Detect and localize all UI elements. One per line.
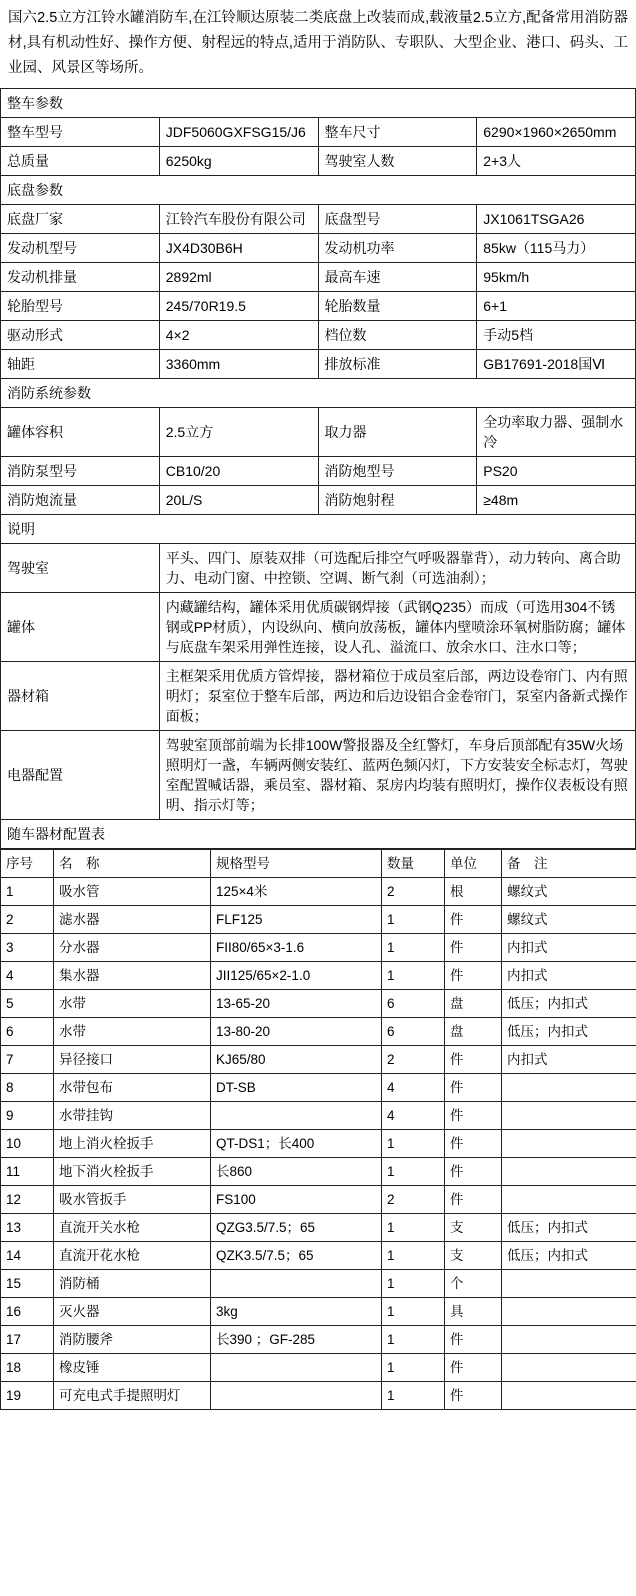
cell-remark: 螺纹式 (502, 906, 636, 934)
param-label: 消防炮射程 (318, 486, 477, 515)
cell-name: 吸水管扳手 (54, 1186, 211, 1214)
cell-model: 长860 (211, 1158, 382, 1186)
param-value: 6250kg (159, 147, 318, 176)
desc-text: 主框架采用优质方管焊接，器材箱位于成员室后部，两边设卷帘门、内有照明灯；泵室位于整车后部，两边和后边设铝合金卷帘门，泵室内备新式操作面板； (159, 662, 635, 731)
cell-index: 14 (1, 1242, 54, 1270)
param-label: 驱动形式 (1, 321, 160, 350)
table-row (1, 662, 636, 731)
table-row (1, 205, 636, 234)
cell-name: 水带 (54, 1018, 211, 1046)
table-row (1, 118, 636, 147)
param-value: 3360mm (159, 350, 318, 379)
cell-name: 灭火器 (54, 1298, 211, 1326)
table-row (1, 1018, 636, 1046)
param-value: 手动5档 (477, 321, 636, 350)
cell-unit: 件 (445, 1158, 502, 1186)
cell-model: QZK3.5/7.5；65 (211, 1242, 382, 1270)
cell-model: QT-DS1；长400 (211, 1130, 382, 1158)
cell-index: 15 (1, 1270, 54, 1298)
table-row (1, 1354, 636, 1382)
table-row (1, 1382, 636, 1410)
param-label: 取力器 (318, 408, 477, 457)
param-label: 总质量 (1, 147, 160, 176)
table-row (1, 457, 636, 486)
param-value: 6+1 (477, 292, 636, 321)
cell-name: 吸水管 (54, 878, 211, 906)
cell-model: 13-80-20 (211, 1018, 382, 1046)
cell-index: 6 (1, 1018, 54, 1046)
cell-model: FS100 (211, 1186, 382, 1214)
param-label: 消防炮型号 (318, 457, 477, 486)
param-label: 发动机排量 (1, 263, 160, 292)
cell-unit: 根 (445, 878, 502, 906)
section-header-row (1, 515, 636, 544)
section-title-description: 说明 (1, 515, 636, 544)
cell-name: 消防腰斧 (54, 1326, 211, 1354)
cell-name: 滤水器 (54, 906, 211, 934)
table-row (1, 1214, 636, 1242)
param-label: 消防泵型号 (1, 457, 160, 486)
cell-unit: 盘 (445, 990, 502, 1018)
cell-quantity: 6 (382, 1018, 445, 1046)
section-title-vehicle: 整车参数 (1, 89, 636, 118)
cell-index: 8 (1, 1074, 54, 1102)
cell-index: 10 (1, 1130, 54, 1158)
header-name: 名 称 (54, 850, 211, 878)
table-row (1, 1298, 636, 1326)
cell-name: 异径接口 (54, 1046, 211, 1074)
param-value: 85kw（115马力） (477, 234, 636, 263)
table-row (1, 934, 636, 962)
cell-name: 直流开关水枪 (54, 1214, 211, 1242)
cell-unit: 件 (445, 1130, 502, 1158)
header-remark: 备 注 (502, 850, 636, 878)
table-row (1, 990, 636, 1018)
cell-quantity: 2 (382, 1046, 445, 1074)
param-label: 轮胎数量 (318, 292, 477, 321)
cell-model: 3kg (211, 1298, 382, 1326)
desc-label: 电器配置 (1, 731, 160, 820)
cell-index: 16 (1, 1298, 54, 1326)
desc-label: 器材箱 (1, 662, 160, 731)
cell-remark (502, 1382, 636, 1410)
cell-quantity: 1 (382, 1242, 445, 1270)
cell-model (211, 1382, 382, 1410)
desc-text: 驾驶室顶部前端为长排100W警报器及全红警灯，车身后顶部配有35W火场照明灯一盏，车辆两侧安装红、蓝两色频闪灯，下方安装安全标志灯，驾驶室配置喊话器，乘员室、器材箱、泵房内均装有照明灯，操作仪表板设有照明、指示灯等； (159, 731, 635, 820)
cell-unit: 支 (445, 1242, 502, 1270)
param-label: 底盘型号 (318, 205, 477, 234)
param-label: 消防炮流量 (1, 486, 160, 515)
cell-model: KJ65/80 (211, 1046, 382, 1074)
cell-model: 125×4米 (211, 878, 382, 906)
cell-quantity: 6 (382, 990, 445, 1018)
table-row (1, 147, 636, 176)
section-title-chassis: 底盘参数 (1, 176, 636, 205)
header-index: 序号 (1, 850, 54, 878)
cell-remark (502, 1354, 636, 1382)
param-label: 发动机型号 (1, 234, 160, 263)
desc-label: 驾驶室 (1, 544, 160, 593)
param-label: 整车型号 (1, 118, 160, 147)
table-row (1, 1326, 636, 1354)
cell-unit: 件 (445, 1354, 502, 1382)
param-label: 档位数 (318, 321, 477, 350)
cell-quantity: 1 (382, 1354, 445, 1382)
param-label: 底盘厂家 (1, 205, 160, 234)
param-value: 4×2 (159, 321, 318, 350)
table-row (1, 350, 636, 379)
table-row (1, 1270, 636, 1298)
cell-name: 水带挂钩 (54, 1102, 211, 1130)
table-row (1, 1074, 636, 1102)
table-row (1, 263, 636, 292)
table-row (1, 234, 636, 263)
table-row (1, 731, 636, 820)
equipment-header-row (1, 850, 636, 878)
param-value: 江铃汽车股份有限公司 (159, 205, 318, 234)
cell-unit: 件 (445, 1382, 502, 1410)
cell-quantity: 1 (382, 906, 445, 934)
cell-remark (502, 1270, 636, 1298)
param-value: 20L/S (159, 486, 318, 515)
cell-remark: 低压；内扣式 (502, 990, 636, 1018)
cell-model: JII125/65×2-1.0 (211, 962, 382, 990)
param-value: 2.5立方 (159, 408, 318, 457)
param-value: 2892ml (159, 263, 318, 292)
cell-quantity: 2 (382, 1186, 445, 1214)
table-row (1, 962, 636, 990)
cell-index: 3 (1, 934, 54, 962)
cell-name: 地下消火栓扳手 (54, 1158, 211, 1186)
cell-quantity: 1 (382, 1158, 445, 1186)
cell-remark: 内扣式 (502, 962, 636, 990)
cell-remark: 内扣式 (502, 934, 636, 962)
table-row (1, 1102, 636, 1130)
cell-remark: 低压；内扣式 (502, 1214, 636, 1242)
cell-index: 2 (1, 906, 54, 934)
cell-model: FLF125 (211, 906, 382, 934)
cell-index: 17 (1, 1326, 54, 1354)
cell-unit: 件 (445, 1102, 502, 1130)
table-row (1, 544, 636, 593)
cell-model (211, 1102, 382, 1130)
param-value: ≥48m (477, 486, 636, 515)
param-value: PS20 (477, 457, 636, 486)
section-title-fire-system: 消防系统参数 (1, 379, 636, 408)
cell-remark (502, 1102, 636, 1130)
cell-name: 橡皮锤 (54, 1354, 211, 1382)
cell-remark (502, 1158, 636, 1186)
cell-quantity: 4 (382, 1102, 445, 1130)
cell-remark: 内扣式 (502, 1046, 636, 1074)
cell-index: 7 (1, 1046, 54, 1074)
cell-quantity: 1 (382, 1270, 445, 1298)
cell-name: 水带包布 (54, 1074, 211, 1102)
section-header-row (1, 89, 636, 118)
param-label: 排放标准 (318, 350, 477, 379)
cell-name: 直流开花水枪 (54, 1242, 211, 1270)
cell-model (211, 1270, 382, 1298)
cell-remark: 低压；内扣式 (502, 1242, 636, 1270)
cell-unit: 件 (445, 906, 502, 934)
section-header-row (1, 820, 636, 849)
desc-text: 内藏罐结构，罐体采用优质碳钢焊接（武钢Q235）而成（可选用304不锈钢或PP材质），内设纵向、横向放荡板，罐体内壁喷涂环氧树脂防腐；罐体与底盘车架采用弹性连接，设人孔、溢流口、放余水口、注水口等； (159, 593, 635, 662)
cell-quantity: 4 (382, 1074, 445, 1102)
param-value: CB10/20 (159, 457, 318, 486)
cell-remark (502, 1186, 636, 1214)
table-row (1, 486, 636, 515)
section-header-row (1, 176, 636, 205)
param-value: 245/70R19.5 (159, 292, 318, 321)
desc-label: 罐体 (1, 593, 160, 662)
param-value: JX4D30B6H (159, 234, 318, 263)
cell-unit: 具 (445, 1298, 502, 1326)
table-row (1, 878, 636, 906)
vehicle-params-table (0, 88, 636, 849)
cell-model: 13-65-20 (211, 990, 382, 1018)
param-label: 发动机功率 (318, 234, 477, 263)
cell-name: 分水器 (54, 934, 211, 962)
cell-model: FII80/65×3-1.6 (211, 934, 382, 962)
table-row (1, 1158, 636, 1186)
param-value: JDF5060GXFSG15/J6 (159, 118, 318, 147)
table-row (1, 1130, 636, 1158)
intro-paragraph: 国六2.5立方江铃水罐消防车,在江铃顺达原装二类底盘上改装而成,载液量2.5立方,配备常用消防器材,具有机动性好、操作方便、射程远的特点,适用于消防队、专职队、大型企业、港口、码头、工业园、风景区等场所。 (8, 10, 628, 76)
cell-model: DT-SB (211, 1074, 382, 1102)
header-model: 规格型号 (211, 850, 382, 878)
cell-unit: 件 (445, 1074, 502, 1102)
cell-index: 1 (1, 878, 54, 906)
param-label: 轮胎型号 (1, 292, 160, 321)
cell-quantity: 1 (382, 1326, 445, 1354)
cell-index: 5 (1, 990, 54, 1018)
cell-unit: 件 (445, 1046, 502, 1074)
cell-model: 长390 ；GF-285 (211, 1326, 382, 1354)
cell-name: 可充电式手提照明灯 (54, 1382, 211, 1410)
cell-quantity: 1 (382, 1382, 445, 1410)
table-row (1, 1186, 636, 1214)
table-row (1, 321, 636, 350)
cell-unit: 件 (445, 1326, 502, 1354)
cell-quantity: 1 (382, 1298, 445, 1326)
param-value: 2+3人 (477, 147, 636, 176)
cell-index: 18 (1, 1354, 54, 1382)
cell-index: 13 (1, 1214, 54, 1242)
cell-quantity: 1 (382, 962, 445, 990)
header-unit: 单位 (445, 850, 502, 878)
cell-index: 19 (1, 1382, 54, 1410)
cell-remark: 低压；内扣式 (502, 1018, 636, 1046)
cell-quantity: 1 (382, 1130, 445, 1158)
cell-remark (502, 1298, 636, 1326)
equipment-table (0, 849, 636, 1410)
cell-name: 集水器 (54, 962, 211, 990)
cell-quantity: 1 (382, 1214, 445, 1242)
param-label: 整车尺寸 (318, 118, 477, 147)
cell-unit: 支 (445, 1214, 502, 1242)
param-value: 全功率取力器、强制水冷 (477, 408, 636, 457)
param-label: 驾驶室人数 (318, 147, 477, 176)
cell-unit: 盘 (445, 1018, 502, 1046)
cell-index: 12 (1, 1186, 54, 1214)
cell-remark: 螺纹式 (502, 878, 636, 906)
cell-remark (502, 1130, 636, 1158)
table-row (1, 292, 636, 321)
section-header-row (1, 379, 636, 408)
cell-name: 消防桶 (54, 1270, 211, 1298)
cell-remark (502, 1326, 636, 1354)
param-value: GB17691-2018国Ⅵ (477, 350, 636, 379)
param-label: 罐体容积 (1, 408, 160, 457)
header-quantity: 数量 (382, 850, 445, 878)
cell-name: 地上消火栓扳手 (54, 1130, 211, 1158)
table-row (1, 593, 636, 662)
param-value: JX1061TSGA26 (477, 205, 636, 234)
param-value: 6290×1960×2650mm (477, 118, 636, 147)
table-row (1, 1046, 636, 1074)
table-row (1, 408, 636, 457)
desc-text: 平头、四门、原装双排（可选配后排空气呼吸器靠背），动力转向、离合助力、电动门窗、中控锁、空调、断气刹（可选油刹）； (159, 544, 635, 593)
cell-unit: 件 (445, 934, 502, 962)
cell-quantity: 1 (382, 934, 445, 962)
cell-model (211, 1354, 382, 1382)
cell-index: 4 (1, 962, 54, 990)
cell-unit: 件 (445, 962, 502, 990)
section-title-equipment: 随车器材配置表 (1, 820, 636, 849)
param-value: 95km/h (477, 263, 636, 292)
cell-unit: 个 (445, 1270, 502, 1298)
cell-remark (502, 1074, 636, 1102)
cell-index: 9 (1, 1102, 54, 1130)
cell-quantity: 2 (382, 878, 445, 906)
cell-name: 水带 (54, 990, 211, 1018)
param-label: 轴距 (1, 350, 160, 379)
cell-unit: 件 (445, 1186, 502, 1214)
cell-index: 11 (1, 1158, 54, 1186)
cell-model: QZG3.5/7.5；65 (211, 1214, 382, 1242)
table-row (1, 1242, 636, 1270)
param-label: 最高车速 (318, 263, 477, 292)
table-row (1, 906, 636, 934)
